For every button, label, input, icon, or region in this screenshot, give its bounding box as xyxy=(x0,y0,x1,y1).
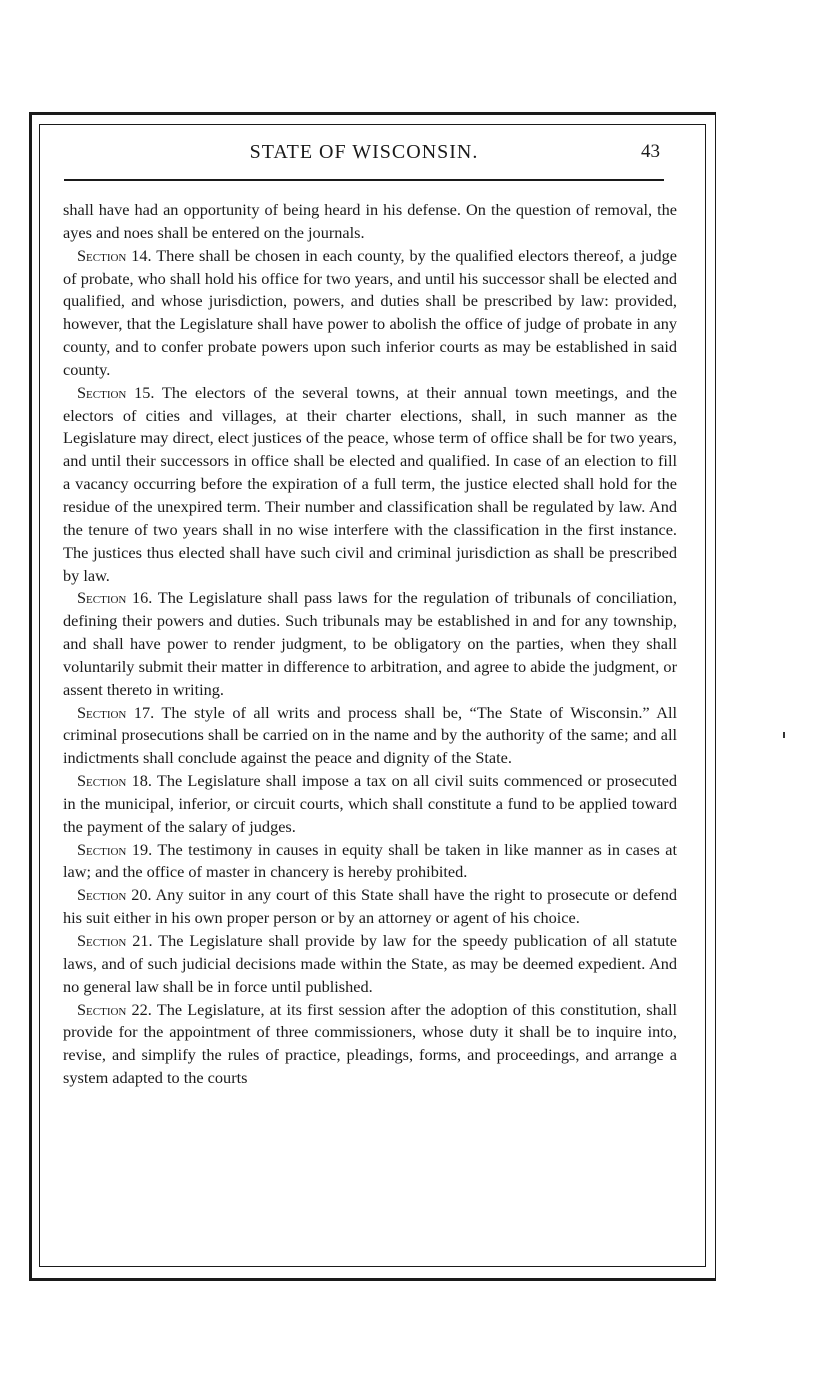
section-18 xyxy=(63,770,677,839)
section-15 xyxy=(63,382,677,588)
section-label: Section 14. xyxy=(77,245,152,265)
body-text xyxy=(63,199,677,1090)
section-text: The Legislature shall impose a tax on all civil suits commenced or prosecuted in the municipal, inferior, or circuit courts, which shall constitute a fund to be applied toward the payment of the salary of judges. xyxy=(63,771,677,836)
running-header xyxy=(62,141,666,171)
section-22 xyxy=(63,999,677,1090)
section-text: The Legislature shall provide by law for the speedy publication of all statute laws, and of such judicial decisions made within the State, as may be deemed expedient. And no general law shall be in force until published. xyxy=(63,931,677,996)
stray-ink-mark xyxy=(783,732,785,738)
section-19 xyxy=(63,839,677,885)
section-text: The testimony in causes in equity shall be taken in like manner as in cases at law; and the office of master in chancery is hereby prohibited. xyxy=(63,839,677,882)
paragraph-text: shall have had an opportunity of being heard in his defense. On the question of removal, the ayes and noes shall be entered on the journals. xyxy=(63,200,677,242)
section-label: Section 21. xyxy=(77,931,153,950)
section-text: The electors of the several towns, at their annual town meetings, and the electors of cities and villages, at their charter elections, shall, in such manner as the Legislature may direct, elect justices of the peace, whose term of office shall be for two years, and until their successors in office shall be elected and qualified. In case of an election to fill a vacancy occurring before the expiration of a full term, the justice elected shall hold for the residue of the unexpired term. Their number and classification shall be regulated by law. And the tenure of two years shall in no wise interfere with the classification in the first instance. The justices thus elected shall have such civil and criminal jurisdiction as shall be prescribed by law. xyxy=(63,382,677,585)
page-title: STATE OF WISCONSIN. xyxy=(249,141,479,163)
section-16 xyxy=(63,587,677,701)
section-21 xyxy=(63,930,677,999)
header-rule xyxy=(64,179,664,181)
section-text: The Legislature, at its first session after the adoption of this constitution, shall provide for the appointment of three commissioners, whose duty it shall be to inquire into, revise, and simplify the rules of practice, pleadings, forms, and proceedings, and arrange a system adapted to the courts xyxy=(63,999,677,1088)
section-label: Section 19. xyxy=(77,839,153,859)
section-label: Section 16. xyxy=(77,588,153,608)
page-number: 43 xyxy=(641,141,660,162)
section-text: The style of all writs and process shall be, “The State of Wisconsin.” All criminal prosecutions shall be carried on in the name and by the authority of the same; and all indictments shall conclude against the peace and dignity of the State. xyxy=(63,702,677,768)
section-label: Section 17. xyxy=(77,702,155,722)
section-14 xyxy=(63,245,677,382)
section-label: Section 18. xyxy=(77,771,152,791)
section-text: The Legislature shall pass laws for the regulation of tribunals of conciliation, defining their powers and duties. Such tribunals may be established in and for any township, and shall have power to render judgment, to be obligatory on the parties, when they shall voluntarily submit their matter in difference to arbitration, and agree to abide the judgment, or assent thereto in writing. xyxy=(63,588,677,699)
continuation-paragraph xyxy=(63,199,677,245)
section-17 xyxy=(63,702,677,771)
section-label: Section 22. xyxy=(77,999,152,1019)
section-label: Section 15. xyxy=(77,382,155,402)
section-20 xyxy=(63,884,677,930)
section-text: Any suitor in any court of this State shall have the right to prosecute or defend his suit either in his own proper person or by an attorney or agent of his choice. xyxy=(63,885,678,928)
section-label: Section 20. xyxy=(77,885,152,905)
section-text: There shall be chosen in each county, by the qualified electors thereof, a judge of probate, who shall hold his office for two years, and until his successor shall be elected and qualified, and whose jurisdiction, powers, and duties shall be prescribed by law: provided, however, that the Legislature shall have power to abolish the office of judge of probate in any county, and to confer probate powers upon such inferior courts as may be established in said county. xyxy=(63,245,677,379)
